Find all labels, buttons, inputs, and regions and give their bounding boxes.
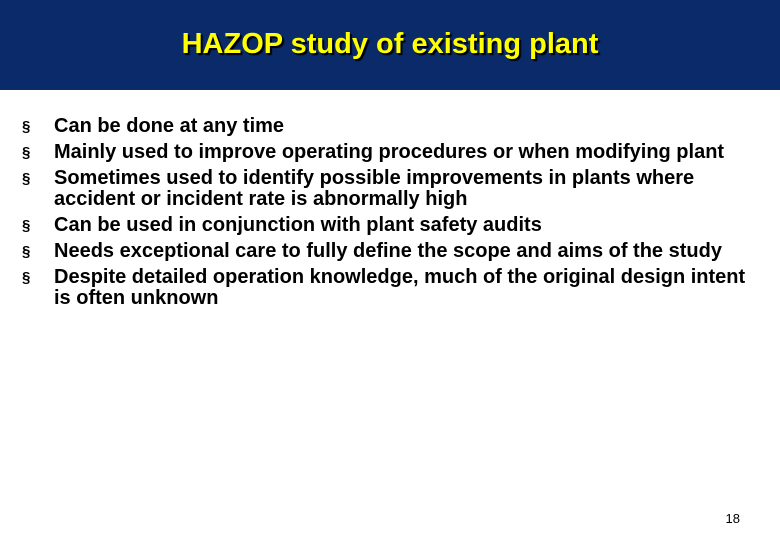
title-bar	[0, 0, 780, 90]
slide-title: HAZOP study of existing plant	[181, 28, 599, 60]
bullet-text: Can be done at any time	[54, 115, 285, 137]
page-number: 18	[725, 511, 740, 526]
bullet-list	[22, 116, 762, 314]
bullet-text: Despite detailed operation knowledge, much of the original design intent is often unknown	[54, 266, 746, 309]
bullet-marker-icon: §	[22, 144, 31, 161]
bullet-item	[22, 142, 762, 163]
bullet-marker-icon: §	[22, 170, 31, 187]
bullet-marker-icon: §	[22, 217, 31, 234]
bullet-marker-icon: §	[22, 269, 31, 286]
bullet-marker-icon: §	[22, 243, 31, 260]
bullet-item	[22, 267, 762, 309]
bullet-item	[22, 116, 762, 137]
bullet-text: Needs exceptional care to fully define the scope and aims of the study	[54, 240, 722, 262]
bullet-item	[22, 215, 762, 236]
bullet-item	[22, 241, 762, 262]
bullet-item	[22, 168, 762, 210]
bullet-text: Can be used in conjunction with plant safety audits	[54, 214, 542, 236]
bullet-text: Sometimes used to identify possible improvements in plants where accident or incident rate is abnormally high	[54, 167, 695, 210]
bullet-text: Mainly used to improve operating procedures or when modifying plant	[54, 141, 725, 163]
bullet-marker-icon: §	[22, 118, 31, 135]
